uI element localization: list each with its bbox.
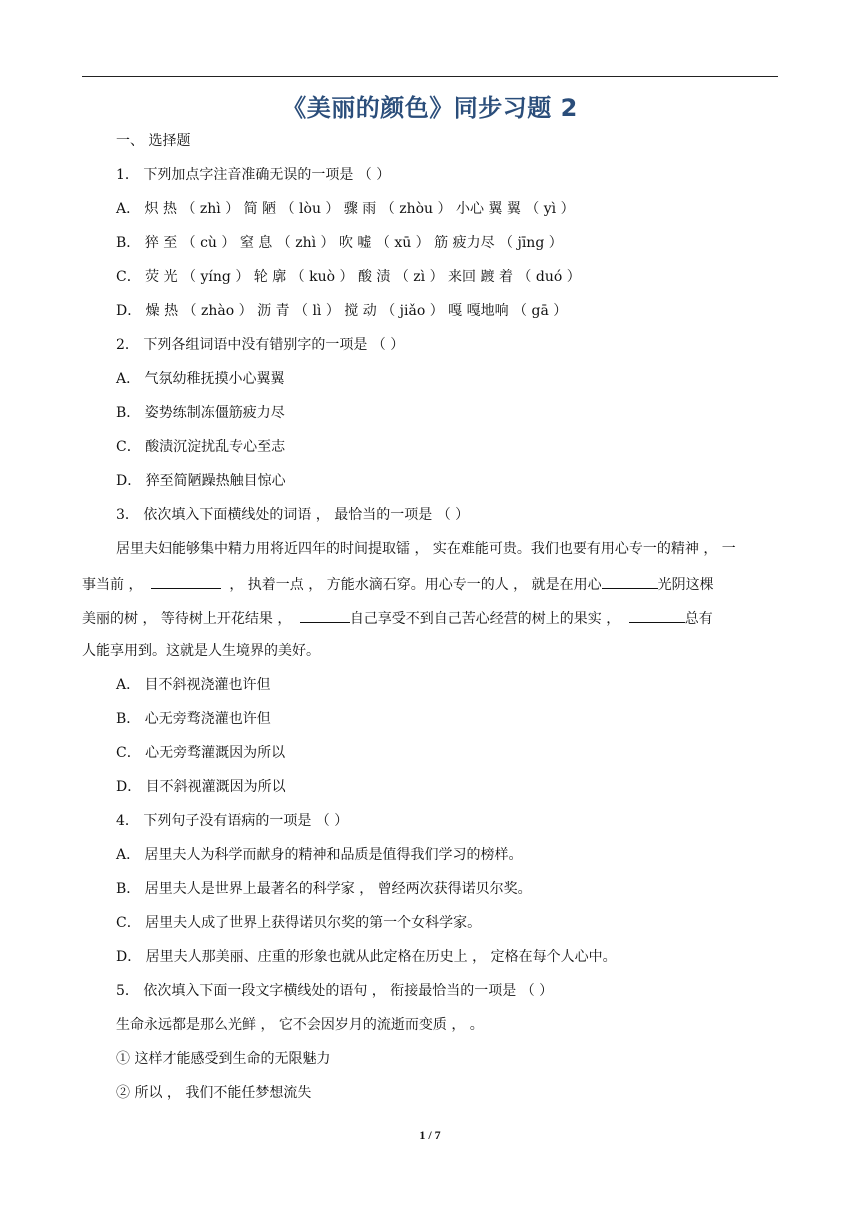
question-3-passage-line-2	[82, 574, 714, 594]
question-1-option-a: A． 炽 热 （ zhì ） 简 陋 （ lòu ） 骤 雨 （ zhòu ） 小心 翼 翼 （ yì ）	[116, 201, 575, 217]
question-1-option-b: B． 猝 至 （ cù ） 窒 息 （ zhì ） 吹 嘘 （ xū ） 筋 疲力尽 （ jīng ）	[116, 235, 563, 251]
question-2-stem: 2． 下列各组词语中没有错别字的一项是 （ ）	[116, 337, 405, 353]
question-2-option-b: B． 姿势练制冻僵筋疲力尽	[116, 405, 285, 421]
question-3-passage-line-4: 人能享用到。这就是人生境界的美好。	[82, 643, 320, 659]
question-5-stem: 5． 依次填入下面一段文字横线处的语句 ， 衔接最恰当的一项是 （ ）	[116, 983, 554, 999]
passage-text: 光阴这棵	[657, 577, 714, 593]
header-rule	[82, 76, 778, 77]
question-3-option-d: D． 目不斜视灌溉因为所以	[116, 779, 286, 795]
question-4-option-d: D． 居里夫人那美丽、庄重的形象也就从此定格在历史上 ， 定格在每个人心中。	[116, 949, 617, 965]
question-3-stem: 3． 依次填入下面横线处的词语 ， 最恰当的一项是 （ ）	[116, 507, 470, 523]
passage-text: 自己享受不到自己苦心经营的树上的果实 ，	[349, 611, 621, 627]
question-3-option-c: C． 心无旁骛灌溉因为所以	[116, 745, 286, 761]
question-2-option-d: D． 猝至简陋躁热触目惊心	[116, 473, 286, 489]
fill-blank-4[interactable]	[629, 608, 685, 623]
passage-text: 美丽的树 ， 等待树上开花结果 ，	[82, 611, 292, 627]
question-1-option-c: C． 荧 光 （ yíng ） 轮 廓 （ kuò ） 酸 渍 （ zì ） 来回 踱 着 （ duó ）	[116, 269, 581, 285]
question-1-option-d: D． 燥 热 （ zhào ） 沥 青 （ lì ） 搅 动 （ jiǎo ） 嘎 嘎地响 （ gā ）	[116, 303, 568, 319]
question-5-item-2: ② 所以 ， 我们不能任梦想流失	[116, 1085, 312, 1101]
passage-text: 总有	[684, 611, 713, 627]
question-3-option-a: A． 目不斜视浇灌也许但	[116, 677, 271, 693]
question-2-option-c: C． 酸渍沉淀扰乱专心至志	[116, 439, 286, 455]
question-3-option-b: B． 心无旁骛浇灌也许但	[116, 711, 271, 727]
fill-blank-3[interactable]	[300, 608, 350, 623]
fill-blank-2[interactable]	[602, 574, 658, 589]
page-number: 1 / 7	[419, 1128, 441, 1142]
question-5-passage: 生命永远都是那么光鲜 ， 它不会因岁月的流逝而变质 ， 。	[116, 1017, 484, 1033]
question-4-option-c: C． 居里夫人成了世界上获得诺贝尔奖的第一个女科学家。	[116, 915, 482, 931]
section-heading: 一、 选择题	[116, 133, 191, 149]
question-4-stem: 4． 下列句子没有语病的一项是 （ ）	[116, 813, 349, 829]
passage-text: ， 执着一点 ， 方能水滴石穿。用心专一的人 ， 就是在用心	[229, 577, 602, 593]
fill-blank-1[interactable]	[151, 574, 221, 589]
question-3-passage-line-3	[82, 608, 713, 628]
passage-text: 事当前 ，	[82, 577, 143, 593]
question-2-option-a: A． 气氛幼稚抚摸小心翼翼	[116, 371, 285, 387]
question-1-stem: 1． 下列加点字注音准确无误的一项是 （ ）	[116, 167, 391, 183]
question-4-option-b: B． 居里夫人是世界上最著名的科学家 ， 曾经两次获得诺贝尔奖。	[116, 881, 532, 897]
question-4-option-a: A． 居里夫人为科学而献身的精神和品质是值得我们学习的榜样。	[116, 847, 523, 863]
document-title: 《美丽的颜色》同步习题 2	[282, 94, 578, 122]
question-3-passage-line-1: 居里夫妇能够集中精力用将近四年的时间提取镭 ， 实在难能可贵。我们也要有用心专一的精神 ， 一	[116, 541, 736, 557]
question-5-item-1: ① 这样才能感受到生命的无限魅力	[116, 1051, 331, 1067]
